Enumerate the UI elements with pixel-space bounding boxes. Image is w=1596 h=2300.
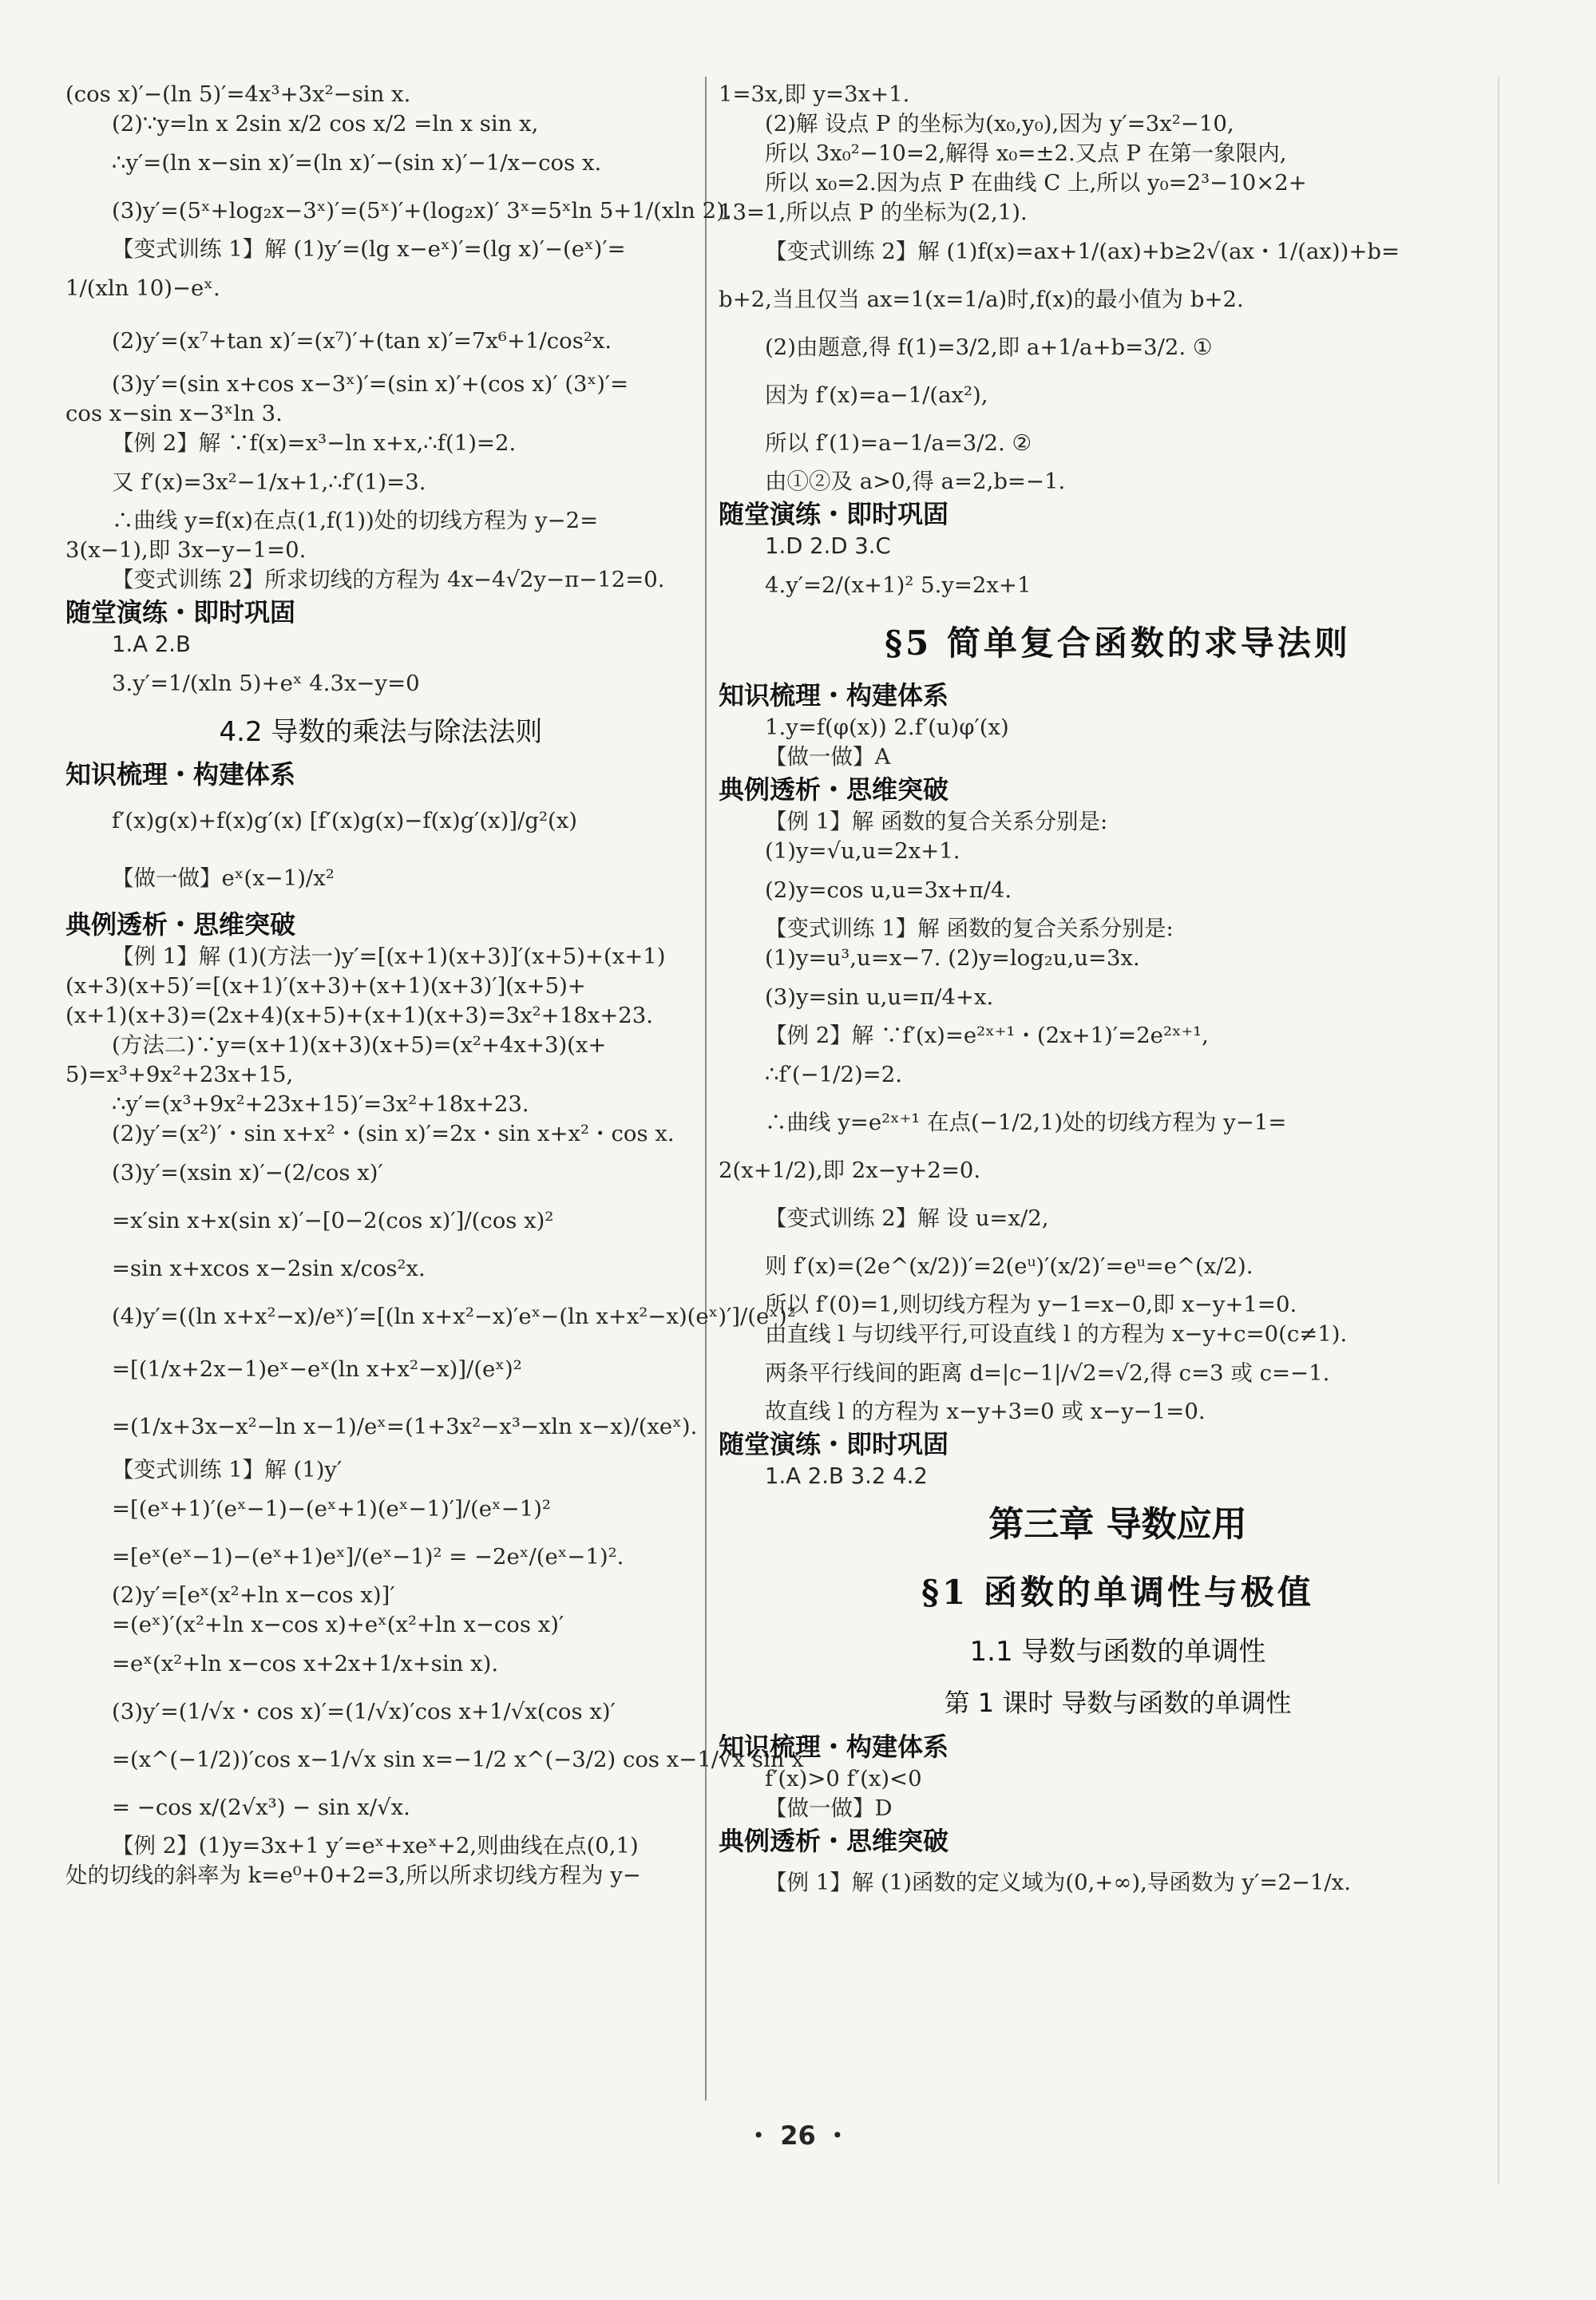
- text-line: 【做一做】A: [765, 744, 891, 770]
- subsection-title: 4.2 导数的乘法与除法法则: [219, 716, 543, 748]
- lesson-title: 第 1 课时 导数与函数的单调性: [944, 1688, 1292, 1718]
- text-line: 【变式训练 1】解 (1)y′: [112, 1457, 343, 1483]
- answer-line: 1.D 2.D 3.C: [765, 533, 891, 559]
- text-line: ∴y′=(x³+9x²+23x+15)′=3x²+18x+23.: [112, 1091, 529, 1117]
- text-line: 两条平行线间的距离 d=|c−1|/√2=√2,得 c=3 或 c=−1.: [765, 1360, 1330, 1386]
- text-line: 1.y=f(φ(x)) 2.f′(u)φ′(x): [765, 715, 1009, 740]
- text-line: (x+3)(x+5)′=[(x+1)′(x+3)+(x+1)(x+3)′](x+5)+: [65, 973, 586, 999]
- section-bar-heading: 随堂演练・即时巩固: [65, 597, 296, 627]
- text-line: 1=3x,即 y=3x+1.: [719, 81, 910, 107]
- text-line: (3)y′=(xsin x)′−(2/cos x)′: [112, 1160, 383, 1186]
- section-bar-heading: 知识梳理・构建体系: [719, 680, 949, 711]
- text-line: (2)由题意,得 f(1)=3/2,即 a+1/a+b=3/2. ①: [765, 335, 1213, 360]
- text-line: =sin x+xcos x−2sin x/cos²x.: [112, 1256, 426, 1281]
- right-column: [719, 80, 1517, 1906]
- section-bar-heading: 随堂演练・即时巩固: [719, 499, 949, 529]
- section-title: §1 函数的单调性与极值: [921, 1573, 1314, 1612]
- text-line: (2)y′=[eˣ(x²+ln x−cos x)]′: [112, 1582, 395, 1608]
- text-line: (1)y=u³,u=x−7. (2)y=log₂u,u=3x.: [765, 945, 1140, 971]
- answer-line: 1.A 2.B 3.2 4.2: [765, 1463, 928, 1489]
- text-line: (2)y′=(x⁷+tan x)′=(x⁷)′+(tan x)′=7x⁶+1/cos²x.: [112, 328, 612, 354]
- text-line: ∴曲线 y=e²ˣ⁺¹ 在点(−1/2,1)处的切线方程为 y−1=: [765, 1110, 1287, 1135]
- text-line: ∴曲线 y=f(x)在点(1,f(1))处的切线方程为 y−2=: [112, 508, 599, 533]
- section-bar-heading: 典例透析・思维突破: [719, 774, 949, 805]
- section-bar-heading: 典例透析・思维突破: [719, 1826, 949, 1856]
- text-line: 因为 f′(x)=a−1/(ax²),: [765, 382, 988, 408]
- column-divider: [705, 77, 707, 2100]
- text-line: =(1/x+3x−x²−ln x−1)/eˣ=(1+3x²−x³−xln x−x)/(xeˣ).: [112, 1414, 698, 1439]
- text-line: 【变式训练 1】解 (1)y′=(lg x−eˣ)′=(lg x)′−(eˣ)′=: [112, 236, 626, 262]
- text-line: 【例 2】解 ∵f′(x)=e²ˣ⁺¹・(2x+1)′=2e²ˣ⁺¹,: [765, 1023, 1209, 1048]
- text-line: (4)y′=((ln x+x²−x)/eˣ)′=[(ln x+x²−x)′eˣ−(ln x+x²−x)(eˣ)′]/(eˣ)²: [112, 1304, 796, 1329]
- text-line: (3)y′=(1/√x・cos x)′=(1/√x)′cos x+1/√x(cos x)′: [112, 1699, 616, 1724]
- text-line: 【例 2】解 ∵f(x)=x³−ln x+x,∴f(1)=2.: [112, 430, 517, 456]
- text-line: = −cos x/(2√x³) − sin x/√x.: [112, 1795, 410, 1820]
- left-column: [65, 80, 804, 1890]
- text-line: =eˣ(x²+ln x−cos x+2x+1/x+sin x).: [112, 1651, 499, 1677]
- text-line: 由①②及 a>0,得 a=2,b=−1.: [765, 469, 1066, 494]
- text-line: 故直线 l 的方程为 x−y+3=0 或 x−y−1=0.: [765, 1399, 1206, 1424]
- text-line: 【变式训练 1】解 函数的复合关系分别是:: [765, 916, 1174, 941]
- text-line: cos x−sin x−3ˣln 3.: [65, 401, 283, 426]
- section-bar-heading: 知识梳理・构建体系: [719, 1732, 949, 1762]
- text-line: (cos x)′−(ln 5)′=4x³+3x²−sin x.: [65, 81, 411, 107]
- text-line: 所以 3x₀²−10=2,解得 x₀=±2.又点 P 在第一象限内,: [765, 141, 1287, 166]
- subsection-title: 1.1 导数与函数的单调性: [969, 1636, 1266, 1668]
- text-line: (3)y′=(sin x+cos x−3ˣ)′=(sin x)′+(cos x)′ (3ˣ)′=: [112, 371, 629, 397]
- text-line: 处的切线的斜率为 k=e⁰+0+2=3,所以所求切线方程为 y−: [65, 1863, 641, 1888]
- text-line: (x+1)(x+3)=(2x+4)(x+5)+(x+1)(x+3)=3x²+18x+23.: [65, 1003, 654, 1028]
- text-line: (3)y′=(5ˣ+log₂x−3ˣ)′=(5ˣ)′+(log₂x)′ 3ˣ=5ˣln 5+1/(xln 2).: [112, 198, 732, 224]
- text-line: 3(x−1),即 3x−y−1=0.: [65, 537, 307, 563]
- text-line: =[(1/x+2x−1)eˣ−eˣ(ln x+x²−x)]/(eˣ)²: [112, 1356, 522, 1382]
- text-line: 【例 2】(1)y=3x+1 y′=eˣ+xeˣ+2,则曲线在点(0,1): [112, 1833, 639, 1859]
- section-title: §5 简单复合函数的求导法则: [885, 623, 1351, 663]
- text-line: 【例 1】解 (1)函数的定义域为(0,+∞),导函数为 y′=2−1/x.: [765, 1870, 1351, 1895]
- text-line: 【做一做】eˣ(x−1)/x²: [112, 865, 335, 891]
- text-line: =(eˣ)′(x²+ln x−cos x)+eˣ(x²+ln x−cos x)′: [112, 1612, 564, 1637]
- text-line: f′(x)>0 f′(x)<0: [765, 1766, 922, 1791]
- text-line: 4.y′=2/(x+1)² 5.y=2x+1: [765, 572, 1032, 598]
- text-line: (2)y=cos u,u=3x+π/4.: [765, 877, 1012, 903]
- text-line: ∴f′(−1/2)=2.: [765, 1062, 902, 1087]
- text-line: 【变式训练 2】解 设 u=x/2,: [765, 1205, 1049, 1231]
- text-line: (2)y′=(x²)′・sin x+x²・(sin x)′=2x・sin x+x²・cos x.: [112, 1121, 675, 1146]
- text-line: 2(x+1/2),即 2x−y+2=0.: [719, 1158, 981, 1183]
- text-line: f′(x)g(x)+f(x)g′(x) [f′(x)g(x)−f(x)g′(x)]/g²(x): [112, 808, 577, 833]
- text-line: 又 f′(x)=3x²−1/x+1,∴f′(1)=3.: [112, 469, 426, 495]
- text-line: (3)y=sin u,u=π/4+x.: [765, 984, 994, 1010]
- text-line: ∴y′=(ln x−sin x)′=(ln x)′−(sin x)′−1/x−cos x.: [112, 150, 602, 176]
- text-line: 3.y′=1/(xln 5)+eˣ 4.3x−y=0: [112, 671, 420, 696]
- text-line: 由直线 l 与切线平行,可设直线 l 的方程为 x−y+c=0(c≠1).: [765, 1321, 1348, 1347]
- text-line: 5)=x³+9x²+23x+15,: [65, 1062, 294, 1087]
- text-line: 所以 f′(1)=a−1/a=3/2. ②: [765, 430, 1032, 456]
- text-line: (2)∵y=ln x 2sin x/2 cos x/2 =ln x sin x,: [112, 111, 539, 137]
- text-line: (2)解 设点 P 的坐标为(x₀,y₀),因为 y′=3x²−10,: [765, 111, 1234, 137]
- text-line: 【例 1】解 函数的复合关系分别是:: [765, 809, 1108, 834]
- text-line: 1/(xln 10)−eˣ.: [65, 275, 220, 301]
- text-line: =x′sin x+x(sin x)′−[0−2(cos x)′]/(cos x)²: [112, 1208, 554, 1233]
- text-line: =[(eˣ+1)′(eˣ−1)−(eˣ+1)(eˣ−1)′]/(eˣ−1)²: [112, 1496, 551, 1522]
- text-line: 【变式训练 2】解 (1)f(x)=ax+1/(ax)+b≥2√(ax・1/(ax))+b=: [765, 239, 1400, 264]
- text-line: 所以 f′(0)=1,则切线方程为 y−1=x−0,即 x−y+1=0.: [765, 1292, 1297, 1317]
- page-number: ・ 26 ・: [746, 2120, 850, 2151]
- text-line: (方法二)∵y=(x+1)(x+3)(x+5)=(x²+4x+3)(x+: [112, 1032, 607, 1058]
- text-line: b+2,当且仅当 ax=1(x=1/a)时,f(x)的最小值为 b+2.: [719, 287, 1244, 312]
- text-line: 则 f′(x)=(2e^(x/2))′=2(eᵘ)′(x/2)′=eᵘ=e^(x/2).: [765, 1253, 1253, 1279]
- text-line: (1)y=√u,u=2x+1.: [765, 838, 960, 864]
- answer-line: 1.A 2.B: [112, 631, 191, 657]
- text-line: 【做一做】D: [765, 1795, 893, 1821]
- text-line: 所以 x₀=2.因为点 P 在曲线 C 上,所以 y₀=2³−10×2+: [765, 170, 1307, 196]
- text-line: =[eˣ(eˣ−1)−(eˣ+1)eˣ]/(eˣ−1)² = −2eˣ/(eˣ−1)².: [112, 1544, 624, 1570]
- text-line: 【变式训练 2】所求切线的方程为 4x−4√2y−π−12=0.: [112, 567, 665, 592]
- section-bar-heading: 知识梳理・构建体系: [65, 759, 296, 790]
- text-line: 【例 1】解 (1)(方法一)y′=[(x+1)(x+3)]′(x+5)+(x+1): [112, 944, 666, 969]
- section-bar-heading: 随堂演练・即时巩固: [719, 1429, 949, 1459]
- text-line: =(x^(−1/2))′cos x−1/√x sin x=−1/2 x^(−3/2) cos x−1/√x sin x: [112, 1747, 804, 1772]
- section-bar-heading: 典例透析・思维突破: [65, 909, 296, 940]
- text-line: 13=1,所以点 P 的坐标为(2,1).: [719, 200, 1028, 225]
- chapter-title: 第三章 导数应用: [988, 1504, 1247, 1545]
